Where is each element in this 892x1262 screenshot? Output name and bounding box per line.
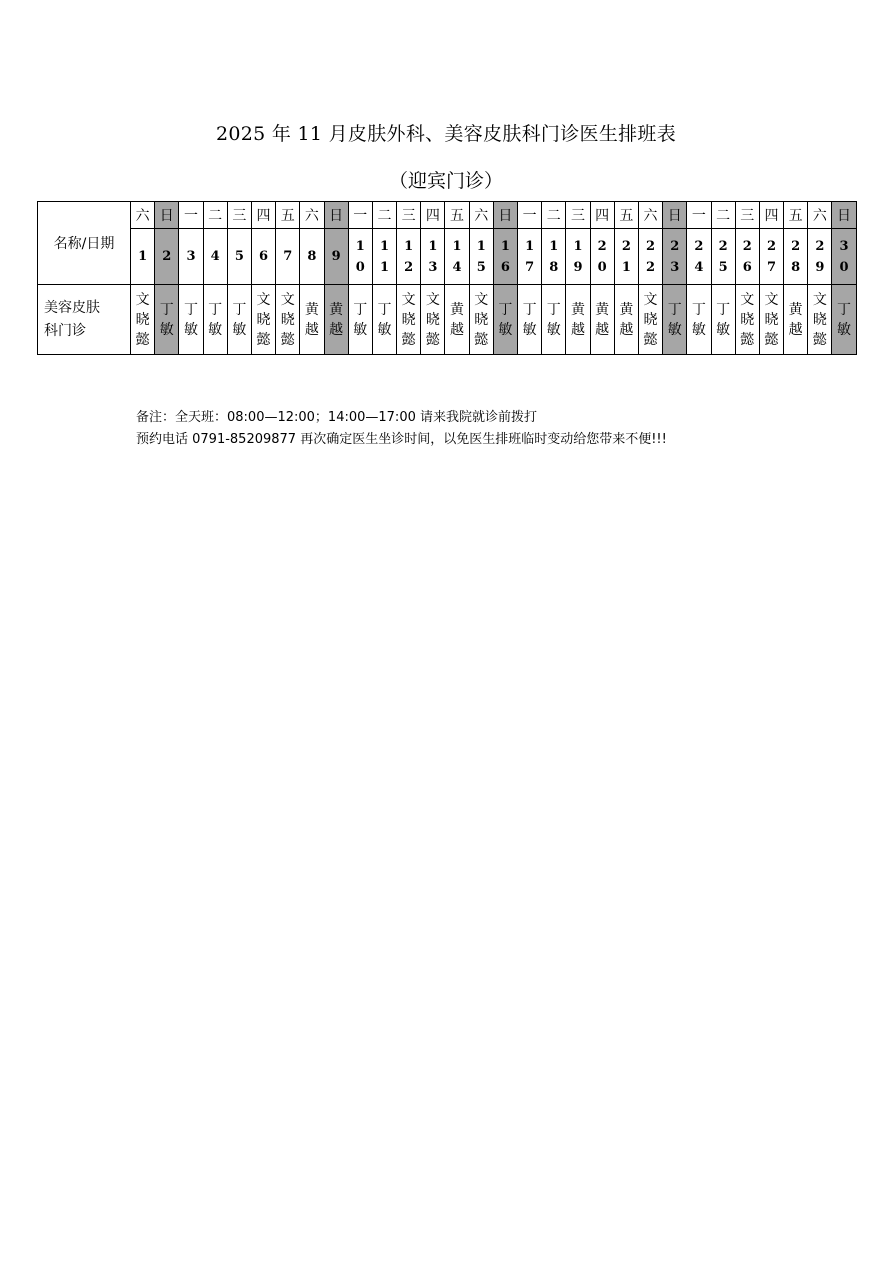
doctor-cell (590, 285, 614, 355)
weekday-cell: 五 (445, 202, 469, 229)
date-cell (421, 229, 445, 285)
date-value: 2 5 (718, 238, 728, 275)
weekday-cell: 六 (131, 202, 155, 229)
department-label (38, 285, 131, 355)
doctor-row (38, 285, 857, 355)
date-value: 2 1 (621, 238, 631, 275)
weekday-cell: 一 (179, 202, 203, 229)
date-cell (227, 229, 251, 285)
date-cell (711, 229, 735, 285)
doctor-name: 黄 越 (329, 301, 344, 338)
weekday-cell: 六 (638, 202, 662, 229)
date-row (38, 229, 857, 285)
doctor-cell (372, 285, 396, 355)
doctor-name: 文 晓 懿 (135, 291, 150, 348)
date-cell (784, 229, 808, 285)
doctor-name: 黄 越 (570, 301, 585, 338)
doctor-name: 丁 敏 (691, 301, 706, 338)
doctor-name: 文 晓 懿 (812, 291, 827, 348)
doctor-cell (638, 285, 662, 355)
date-value: 2 3 (670, 238, 680, 275)
date-value: 1 9 (573, 238, 583, 275)
date-cell (276, 229, 300, 285)
doctor-cell (179, 285, 203, 355)
doctor-name: 丁 敏 (353, 301, 368, 338)
date-value: 6 (259, 249, 269, 264)
date-cell (372, 229, 396, 285)
date-cell (179, 229, 203, 285)
doctor-name: 丁 敏 (522, 301, 537, 338)
date-value: 9 (331, 249, 341, 264)
date-value: 1 3 (428, 238, 438, 275)
notes-line-1: 备注：全天班：08:00—12:00；14:00—17:00 请来我院就诊前拨打 (136, 410, 537, 425)
doctor-cell (348, 285, 372, 355)
weekday-cell: 日 (324, 202, 348, 229)
notes (136, 407, 667, 451)
doctor-name: 丁 敏 (837, 301, 852, 338)
doctor-name: 文 晓 懿 (764, 291, 779, 348)
doctor-cell (421, 285, 445, 355)
date-cell (324, 229, 348, 285)
doctor-name: 丁 敏 (546, 301, 561, 338)
doctor-name: 丁 敏 (183, 301, 198, 338)
doctor-cell (227, 285, 251, 355)
weekday-cell: 日 (493, 202, 517, 229)
weekday-cell: 六 (808, 202, 832, 229)
doctor-name: 黄 越 (619, 301, 634, 338)
doctor-name: 文 晓 懿 (256, 291, 271, 348)
date-value: 2 8 (791, 238, 801, 275)
date-cell (759, 229, 783, 285)
date-cell (251, 229, 275, 285)
doctor-cell (324, 285, 348, 355)
date-value: 5 (234, 249, 244, 264)
weekday-cell: 二 (203, 202, 227, 229)
date-value: 2 6 (742, 238, 752, 275)
date-value: 1 5 (476, 238, 486, 275)
doctor-cell (542, 285, 566, 355)
doctor-cell (832, 285, 856, 355)
weekday-cell: 二 (542, 202, 566, 229)
date-value: 7 (283, 249, 293, 264)
schedule-table (37, 201, 857, 355)
date-value: 1 4 (452, 238, 462, 275)
doctor-name: 文 晓 懿 (425, 291, 440, 348)
doctor-cell (518, 285, 542, 355)
weekday-cell: 一 (348, 202, 372, 229)
date-cell (735, 229, 759, 285)
date-cell (566, 229, 590, 285)
doctor-cell (808, 285, 832, 355)
date-cell (663, 229, 687, 285)
doctor-cell (469, 285, 493, 355)
date-value: 2 9 (815, 238, 825, 275)
weekday-cell: 二 (372, 202, 396, 229)
doctor-name: 文 晓 懿 (280, 291, 295, 348)
date-value: 2 (162, 249, 172, 264)
weekday-cell: 日 (663, 202, 687, 229)
date-value: 1 1 (379, 238, 389, 275)
weekday-cell: 一 (687, 202, 711, 229)
date-value: 1 6 (500, 238, 510, 275)
doctor-cell (759, 285, 783, 355)
weekday-cell: 四 (759, 202, 783, 229)
doctor-cell (276, 285, 300, 355)
date-cell (445, 229, 469, 285)
doctor-cell (687, 285, 711, 355)
weekday-cell: 日 (155, 202, 179, 229)
date-value: 3 (186, 249, 196, 264)
date-value: 1 8 (549, 238, 559, 275)
doctor-cell (203, 285, 227, 355)
notes-line-2: 预约电话 0791-85209877 再次确定医生坐诊时间，以免医生排班临时变动给您带来不便!!! (136, 432, 667, 447)
date-cell (687, 229, 711, 285)
weekday-cell: 五 (784, 202, 808, 229)
weekday-cell: 四 (590, 202, 614, 229)
doctor-name: 文 晓 懿 (740, 291, 755, 348)
date-cell (493, 229, 517, 285)
date-value: 2 2 (646, 238, 656, 275)
weekday-cell: 四 (251, 202, 275, 229)
doctor-name: 丁 敏 (716, 301, 731, 338)
weekday-cell: 六 (300, 202, 324, 229)
weekday-cell: 日 (832, 202, 856, 229)
date-value: 2 0 (597, 238, 607, 275)
doctor-cell (784, 285, 808, 355)
doctor-name: 文 晓 懿 (474, 291, 489, 348)
doctor-cell (131, 285, 155, 355)
doctor-cell (251, 285, 275, 355)
doctor-cell (735, 285, 759, 355)
date-value: 1 0 (355, 238, 365, 275)
weekday-row (38, 202, 857, 229)
weekday-cell: 五 (276, 202, 300, 229)
doctor-cell (445, 285, 469, 355)
doctor-cell (566, 285, 590, 355)
doctor-name: 丁 敏 (498, 301, 513, 338)
doctor-name: 黄 越 (304, 301, 319, 338)
date-cell (518, 229, 542, 285)
doctor-cell (493, 285, 517, 355)
doctor-name: 黄 越 (450, 301, 465, 338)
date-value: 2 7 (766, 238, 776, 275)
doctor-name: 丁 敏 (232, 301, 247, 338)
doctor-cell (614, 285, 638, 355)
doctor-cell (711, 285, 735, 355)
date-cell (542, 229, 566, 285)
doctor-name: 文 晓 懿 (401, 291, 416, 348)
date-cell (638, 229, 662, 285)
weekday-cell: 三 (566, 202, 590, 229)
doctor-name: 丁 敏 (208, 301, 223, 338)
page-title: 2025 年 11 月皮肤外科、美容皮肤科门诊医生排班表 (215, 123, 677, 145)
department-label-text: 美容皮肤 科门诊 (44, 299, 100, 339)
weekday-cell: 三 (227, 202, 251, 229)
weekday-cell: 四 (421, 202, 445, 229)
weekday-cell: 一 (518, 202, 542, 229)
header-name-date: 名称/日期 (38, 202, 131, 285)
doctor-name: 丁 敏 (159, 301, 174, 338)
date-cell (203, 229, 227, 285)
date-value: 2 4 (694, 238, 704, 275)
date-cell (155, 229, 179, 285)
date-cell (131, 229, 155, 285)
date-cell (469, 229, 493, 285)
doctor-name: 黄 越 (788, 301, 803, 338)
doctor-cell (397, 285, 421, 355)
date-cell (614, 229, 638, 285)
date-cell (808, 229, 832, 285)
date-value: 1 (138, 249, 148, 264)
doctor-cell (155, 285, 179, 355)
date-cell (397, 229, 421, 285)
date-cell (348, 229, 372, 285)
date-value: 1 7 (525, 238, 535, 275)
date-value: 8 (307, 249, 317, 264)
doctor-cell (663, 285, 687, 355)
date-cell (832, 229, 856, 285)
weekday-cell: 五 (614, 202, 638, 229)
weekday-cell: 三 (397, 202, 421, 229)
weekday-cell: 三 (735, 202, 759, 229)
date-value: 4 (210, 249, 220, 264)
doctor-cell (300, 285, 324, 355)
date-cell (590, 229, 614, 285)
date-value: 3 0 (839, 238, 849, 275)
date-cell (300, 229, 324, 285)
doctor-name: 文 晓 懿 (643, 291, 658, 348)
weekday-cell: 六 (469, 202, 493, 229)
page-subtitle: （迎宾门诊） (388, 170, 503, 192)
doctor-name: 丁 敏 (667, 301, 682, 338)
doctor-name: 丁 敏 (377, 301, 392, 338)
date-value: 1 2 (404, 238, 414, 275)
doctor-name: 黄 越 (595, 301, 610, 338)
weekday-cell: 二 (711, 202, 735, 229)
